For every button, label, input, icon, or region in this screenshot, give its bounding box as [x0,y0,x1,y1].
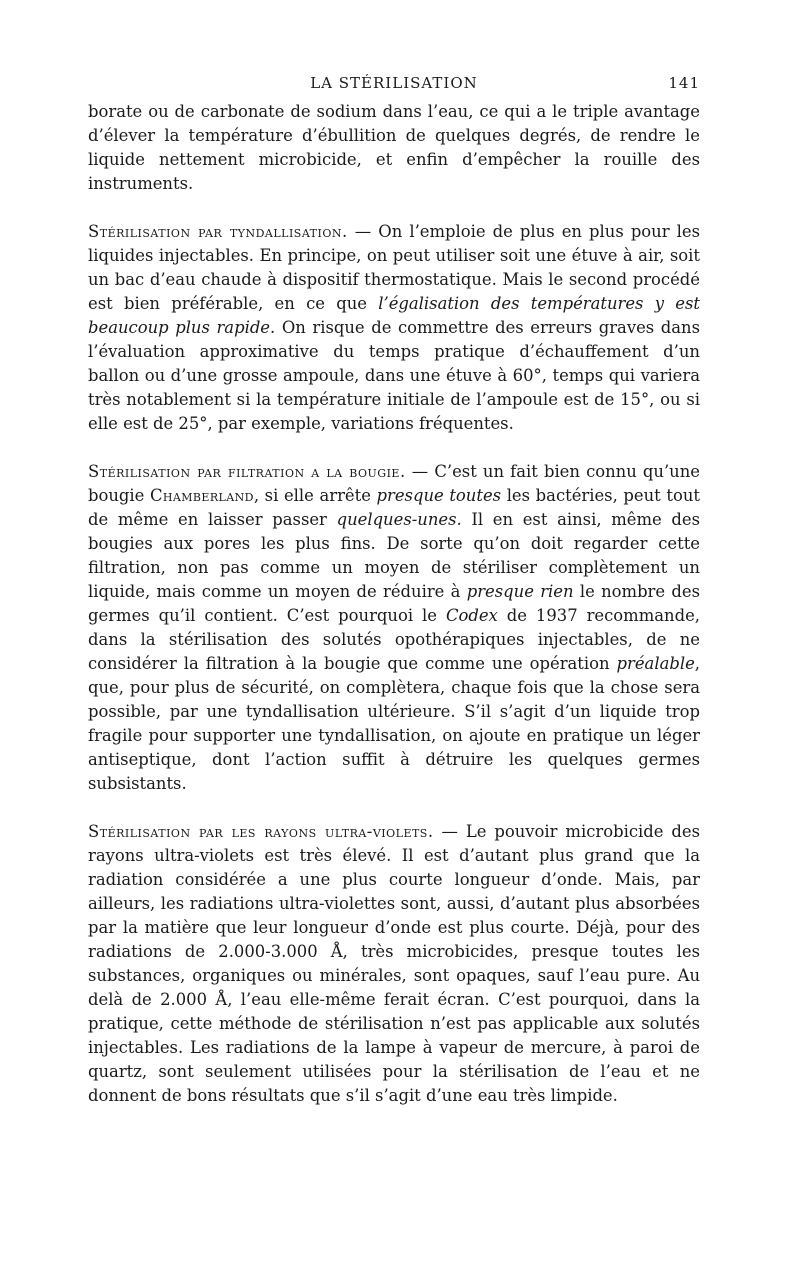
paragraph-filtration [88,460,700,796]
paragraph-tyndallisation [88,220,700,436]
text-run: les bactéries, peut tout de même en laisser passer [88,486,700,529]
text-run: Il en est ainsi, même des bougies aux pores les plus fins. De sorte qu’on doit regarder cette filtration, non pas comme un moyen de stériliser complètement un liquide, mais comme un moyen de réduire à [88,510,700,601]
text-run: , si elle arrête [253,486,377,505]
text-run: — On l’emploie de plus en plus pour les liquides injectables. En principe, on peut utiliser soit une étuve à air, soit un bac d’eau chaude à dispositif thermostatique. Mais le second procédé est bien préférable, en ce que [88,222,701,313]
text-run: , que, pour plus de sécurité, on complètera, chaque fois que la chose sera possible, par une tyndallisation ultérieure. S’il s’agit d’un liquide trop fragile pour supporter une tyndallisation, on ajoute en pratique un léger antiseptique, dont l’action suffit à détruire les quelques germes subsistants. [88,654,700,793]
page-number: 141 [668,74,700,92]
italic-run: l’égalisation des températures y est beaucoup plus rapide. [88,294,700,337]
text-run: — Le pouvoir microbicide des rayons ultra-violets est très élevé. Il est d’autant plus grand que la radiation considérée a une plus courte longueur d’onde. Mais, par ailleurs, les radiations ultra-violettes sont, aussi, d’autant plus absorbées par la matière que leur longueur d’onde est plus courte. Déjà, pour des radiations de 2.000-3.000 Å, très microbicides, presque toutes les substances, organiques ou minérales, sont opaques, sauf l’eau pure. Au delà de 2.000 Å, l’eau elle-même ferait écran. C’est pourquoi, dans la pratique, cette méthode de stérilisation n’est pas applicable aux solutés injectables. Les radiations de la lampe à vapeur de mercure, à paroi de quartz, sont seulement utilisées pour la stérilisation de l’eau et ne donnent de bons résultats que s’il s’agit d’une eau très limpide. [88,822,700,1105]
italic-run: presque rien [466,582,574,601]
running-title: LA STÉRILISATION [310,74,478,92]
page [88,70,700,1108]
section-heading-filtration: Stérilisation par filtration a la bougie. [88,462,406,481]
section-heading-ultraviolet: Stérilisation par les rayons ultra-violets. [88,822,434,841]
text-run: On risque de commettre des erreurs graves dans l’évaluation approximative du temps pratique d’échauffement d’un ballon ou d’une grosse ampoule, dans une étuve à 60°, temps qui variera très notablement si la température initiale de l’ampoule est de 15°, ou si elle est de 25°, par exemple, variations fréquentes. [88,318,701,433]
running-header [88,70,700,96]
italic-run: Codex [445,606,498,625]
proper-name-chamberland: Chamberland [149,486,254,505]
section-heading-tyndallisation: Stérilisation par tyndallisation. [88,222,348,241]
text-run: — C’est un fait bien connu qu’une bougie [88,462,700,505]
italic-run: quelques-unes. [336,510,462,529]
italic-run: presque toutes [376,486,502,505]
italic-run: préalable [616,654,695,673]
text-run: de 1937 recommande, dans la stérilisation des solutés opothérapiques injectables, de ne considérer la filtration à la bougie que comme une opération [88,606,700,673]
paragraph-text: borate ou de carbonate de sodium dans l’eau, ce qui a le triple avantage d’élever la température d’ébullition de quelques degrés, de rendre le liquide nettement microbicide, et enfin d’empêcher la rouille des instruments. [88,102,700,193]
paragraph-borate [88,100,700,196]
text-run: le nombre des germes qu’il contient. C’est pourquoi le [88,582,700,625]
paragraph-ultraviolet [88,820,700,1108]
